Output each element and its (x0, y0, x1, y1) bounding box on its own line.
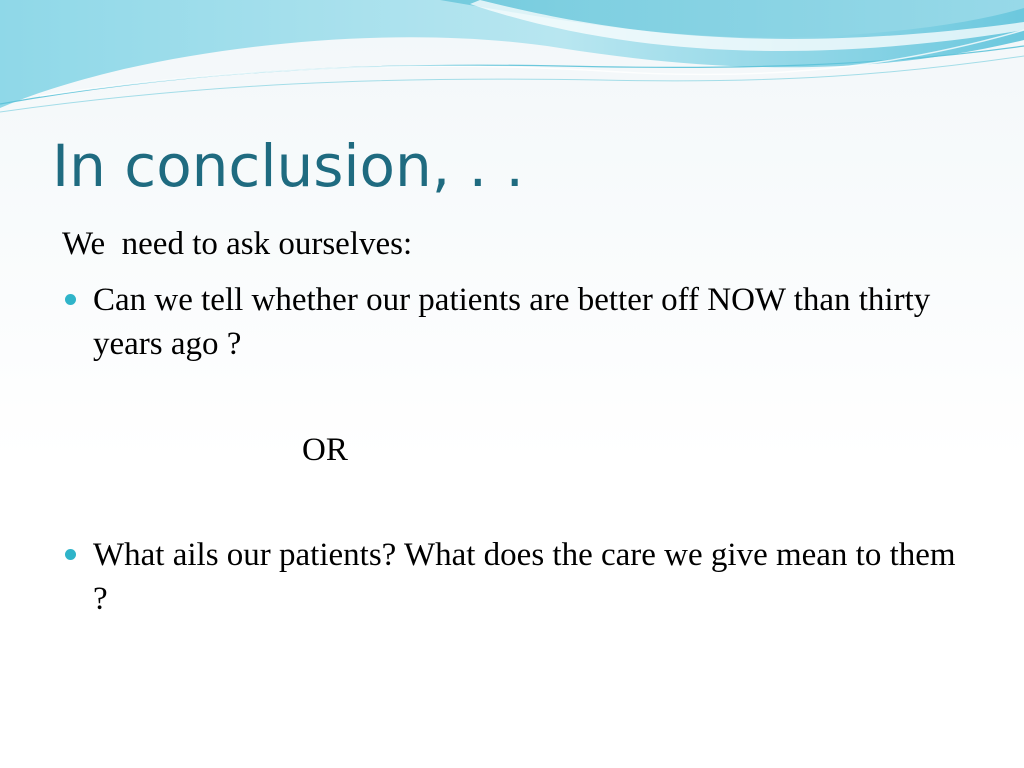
separator-or: OR (302, 432, 348, 468)
bullet-text-1: Can we tell whether our patients are better off NOW than thirty years ago ? (93, 282, 931, 362)
bullet-item-2 (62, 533, 962, 621)
wave-line-2 (0, 56, 1024, 112)
round-bullet-icon (65, 549, 76, 560)
wave-banner (0, 0, 1024, 120)
slide-title: In conclusion, . . (52, 132, 524, 200)
bullet-item-1 (62, 278, 962, 366)
round-bullet-icon (65, 294, 76, 305)
intro-text: We need to ask ourselves: (62, 226, 413, 262)
bullet-text-2: What ails our patients? What does the care we give mean to them ? (93, 537, 956, 617)
